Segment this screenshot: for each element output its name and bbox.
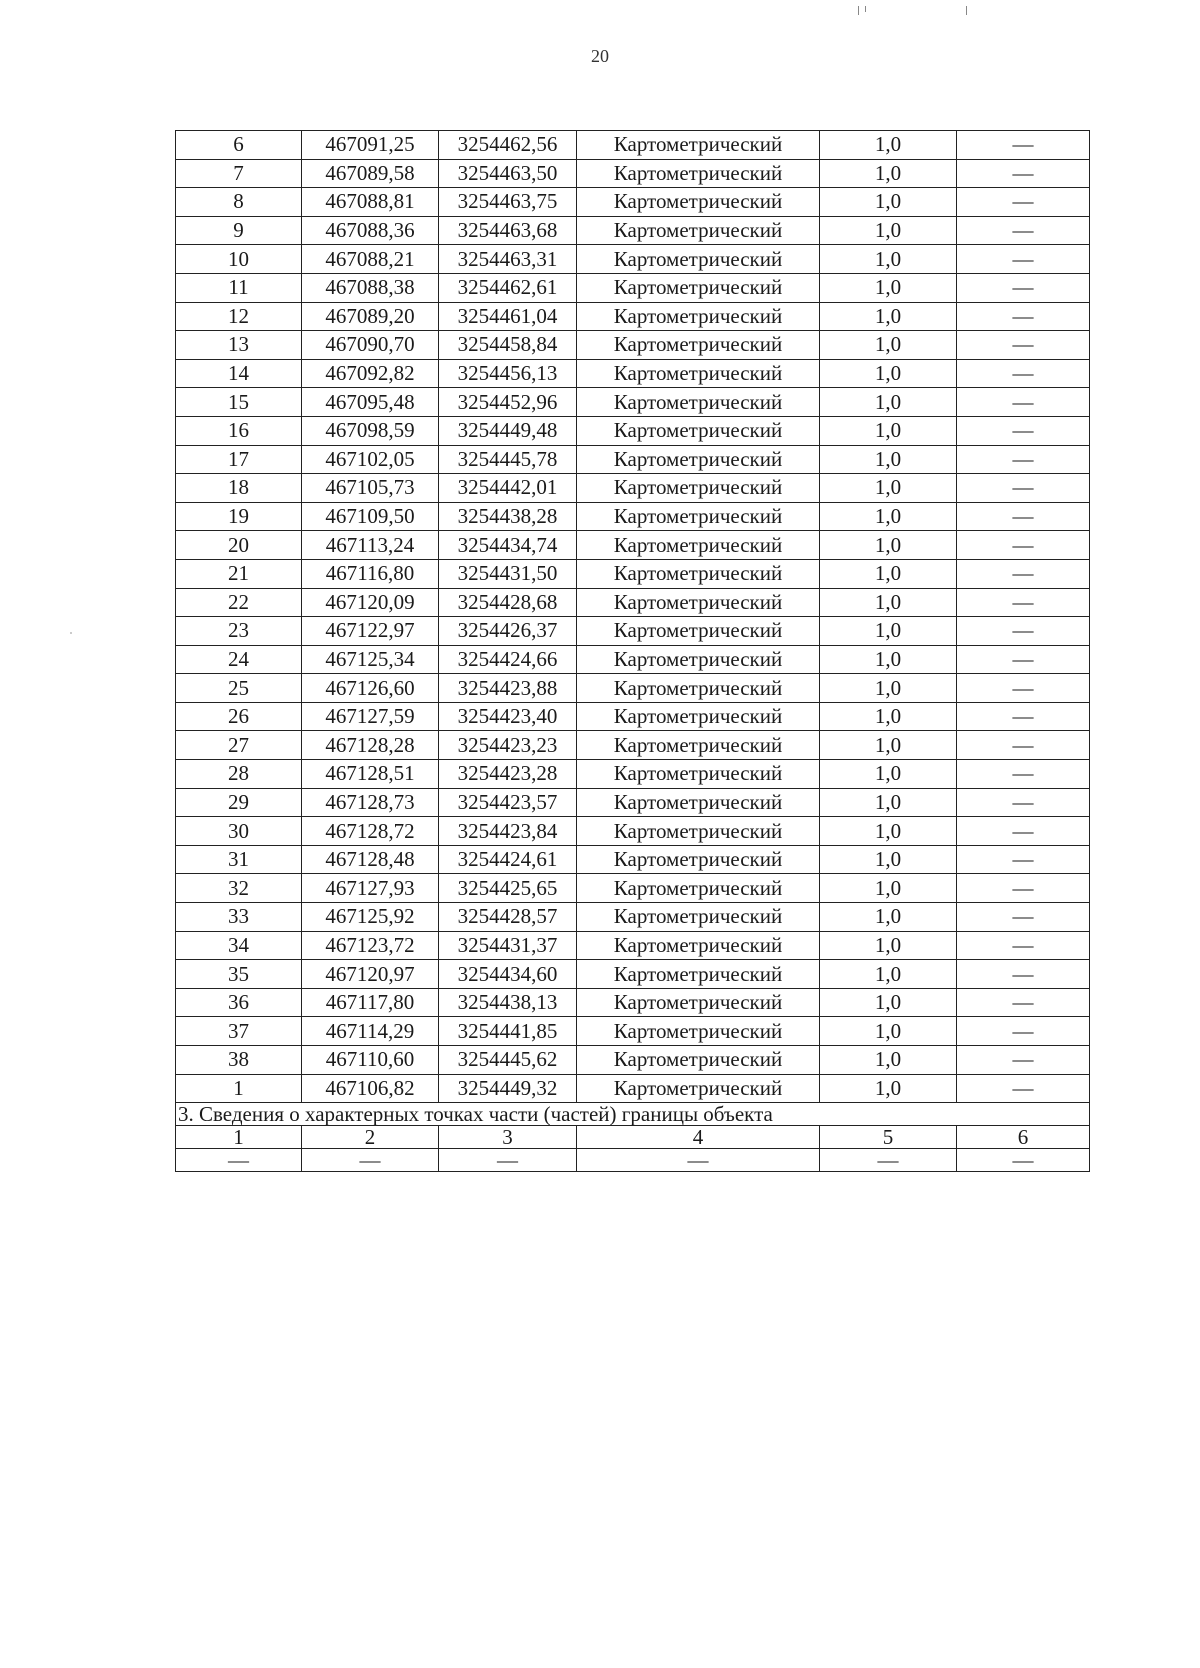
accuracy-cell: 1,0 xyxy=(820,245,957,274)
scan-artifact xyxy=(858,6,859,15)
method-cell: Картометрический xyxy=(577,960,820,989)
y-coordinate-cell: 3254462,56 xyxy=(439,131,577,160)
accuracy-cell: 1,0 xyxy=(820,1046,957,1075)
x-coordinate-cell: 467105,73 xyxy=(302,474,439,503)
y-coordinate-cell: 3254423,57 xyxy=(439,788,577,817)
method-cell: Картометрический xyxy=(577,1017,820,1046)
point-number-cell: 32 xyxy=(176,874,302,903)
section3-empty-cell: — xyxy=(439,1149,577,1172)
description-cell: — xyxy=(957,817,1090,846)
y-coordinate-cell: 3254462,61 xyxy=(439,273,577,302)
y-coordinate-cell: 3254449,48 xyxy=(439,416,577,445)
method-cell: Картометрический xyxy=(577,359,820,388)
section3-empty-cell: — xyxy=(957,1149,1090,1172)
table-row xyxy=(176,702,1090,731)
table-row xyxy=(176,874,1090,903)
description-cell: — xyxy=(957,359,1090,388)
y-coordinate-cell: 3254438,13 xyxy=(439,988,577,1017)
section3-empty-cell: — xyxy=(577,1149,820,1172)
method-cell: Картометрический xyxy=(577,416,820,445)
section3-empty-cell: — xyxy=(302,1149,439,1172)
y-coordinate-cell: 3254463,50 xyxy=(439,159,577,188)
description-cell: — xyxy=(957,159,1090,188)
table-row xyxy=(176,474,1090,503)
y-coordinate-cell: 3254442,01 xyxy=(439,474,577,503)
table-row xyxy=(176,760,1090,789)
accuracy-cell: 1,0 xyxy=(820,960,957,989)
x-coordinate-cell: 467110,60 xyxy=(302,1046,439,1075)
method-cell: Картометрический xyxy=(577,702,820,731)
description-cell: — xyxy=(957,474,1090,503)
method-cell: Картометрический xyxy=(577,188,820,217)
table-row xyxy=(176,531,1090,560)
point-number-cell: 34 xyxy=(176,931,302,960)
table-row xyxy=(176,988,1090,1017)
table-row xyxy=(176,588,1090,617)
y-coordinate-cell: 3254428,68 xyxy=(439,588,577,617)
description-cell: — xyxy=(957,416,1090,445)
x-coordinate-cell: 467125,34 xyxy=(302,645,439,674)
accuracy-cell: 1,0 xyxy=(820,988,957,1017)
section3-empty-cell: — xyxy=(820,1149,957,1172)
method-cell: Картометрический xyxy=(577,817,820,846)
point-number-cell: 6 xyxy=(176,131,302,160)
point-number-cell: 11 xyxy=(176,273,302,302)
method-cell: Картометрический xyxy=(577,388,820,417)
x-coordinate-cell: 467092,82 xyxy=(302,359,439,388)
point-number-cell: 1 xyxy=(176,1074,302,1103)
accuracy-cell: 1,0 xyxy=(820,931,957,960)
section3-title: 3. Сведения о характерных точках части (частей) границы объекта xyxy=(176,1103,1090,1126)
accuracy-cell: 1,0 xyxy=(820,645,957,674)
description-cell: — xyxy=(957,960,1090,989)
x-coordinate-cell: 467088,21 xyxy=(302,245,439,274)
coordinates-table xyxy=(175,130,1090,1172)
point-number-cell: 15 xyxy=(176,388,302,417)
y-coordinate-cell: 3254424,61 xyxy=(439,845,577,874)
point-number-cell: 36 xyxy=(176,988,302,1017)
x-coordinate-cell: 467125,92 xyxy=(302,903,439,932)
table-row xyxy=(176,559,1090,588)
x-coordinate-cell: 467113,24 xyxy=(302,531,439,560)
point-number-cell: 26 xyxy=(176,702,302,731)
x-coordinate-cell: 467117,80 xyxy=(302,988,439,1017)
y-coordinate-cell: 3254434,60 xyxy=(439,960,577,989)
description-cell: — xyxy=(957,674,1090,703)
table-row xyxy=(176,159,1090,188)
y-coordinate-cell: 3254425,65 xyxy=(439,874,577,903)
point-number-cell: 24 xyxy=(176,645,302,674)
description-cell: — xyxy=(957,502,1090,531)
y-coordinate-cell: 3254423,28 xyxy=(439,760,577,789)
scan-artifact xyxy=(70,632,72,634)
point-number-cell: 14 xyxy=(176,359,302,388)
accuracy-cell: 1,0 xyxy=(820,845,957,874)
method-cell: Картометрический xyxy=(577,273,820,302)
point-number-cell: 20 xyxy=(176,531,302,560)
point-number-cell: 17 xyxy=(176,445,302,474)
x-coordinate-cell: 467120,09 xyxy=(302,588,439,617)
method-cell: Картометрический xyxy=(577,159,820,188)
x-coordinate-cell: 467120,97 xyxy=(302,960,439,989)
method-cell: Картометрический xyxy=(577,645,820,674)
table-row xyxy=(176,845,1090,874)
accuracy-cell: 1,0 xyxy=(820,588,957,617)
x-coordinate-cell: 467126,60 xyxy=(302,674,439,703)
point-number-cell: 18 xyxy=(176,474,302,503)
method-cell: Картометрический xyxy=(577,1074,820,1103)
x-coordinate-cell: 467128,48 xyxy=(302,845,439,874)
accuracy-cell: 1,0 xyxy=(820,159,957,188)
method-cell: Картометрический xyxy=(577,302,820,331)
point-number-cell: 8 xyxy=(176,188,302,217)
method-cell: Картометрический xyxy=(577,216,820,245)
table-row xyxy=(176,674,1090,703)
y-coordinate-cell: 3254424,66 xyxy=(439,645,577,674)
x-coordinate-cell: 467089,58 xyxy=(302,159,439,188)
y-coordinate-cell: 3254452,96 xyxy=(439,388,577,417)
x-coordinate-cell: 467088,36 xyxy=(302,216,439,245)
y-coordinate-cell: 3254428,57 xyxy=(439,903,577,932)
section3-header-cell: 5 xyxy=(820,1126,957,1149)
description-cell: — xyxy=(957,131,1090,160)
table-row xyxy=(176,731,1090,760)
description-cell: — xyxy=(957,788,1090,817)
method-cell: Картометрический xyxy=(577,674,820,703)
method-cell: Картометрический xyxy=(577,474,820,503)
accuracy-cell: 1,0 xyxy=(820,388,957,417)
table-row xyxy=(176,788,1090,817)
table-row xyxy=(176,188,1090,217)
y-coordinate-cell: 3254463,31 xyxy=(439,245,577,274)
description-cell: — xyxy=(957,531,1090,560)
table-row xyxy=(176,416,1090,445)
table-row xyxy=(176,331,1090,360)
section3-header-cell: 2 xyxy=(302,1126,439,1149)
coordinates-table-body xyxy=(176,131,1090,1103)
y-coordinate-cell: 3254438,28 xyxy=(439,502,577,531)
section3-header-row xyxy=(176,1126,1090,1149)
description-cell: — xyxy=(957,617,1090,646)
table-row xyxy=(176,903,1090,932)
x-coordinate-cell: 467114,29 xyxy=(302,1017,439,1046)
point-number-cell: 16 xyxy=(176,416,302,445)
accuracy-cell: 1,0 xyxy=(820,445,957,474)
table-row xyxy=(176,617,1090,646)
point-number-cell: 35 xyxy=(176,960,302,989)
y-coordinate-cell: 3254441,85 xyxy=(439,1017,577,1046)
description-cell: — xyxy=(957,645,1090,674)
accuracy-cell: 1,0 xyxy=(820,788,957,817)
method-cell: Картометрический xyxy=(577,617,820,646)
method-cell: Картометрический xyxy=(577,760,820,789)
description-cell: — xyxy=(957,1046,1090,1075)
description-cell: — xyxy=(957,903,1090,932)
point-number-cell: 38 xyxy=(176,1046,302,1075)
y-coordinate-cell: 3254423,40 xyxy=(439,702,577,731)
y-coordinate-cell: 3254461,04 xyxy=(439,302,577,331)
accuracy-cell: 1,0 xyxy=(820,559,957,588)
y-coordinate-cell: 3254463,75 xyxy=(439,188,577,217)
table-row xyxy=(176,216,1090,245)
accuracy-cell: 1,0 xyxy=(820,674,957,703)
y-coordinate-cell: 3254431,37 xyxy=(439,931,577,960)
description-cell: — xyxy=(957,1017,1090,1046)
section3-body xyxy=(176,1103,1090,1172)
section3-empty-cell: — xyxy=(176,1149,302,1172)
y-coordinate-cell: 3254463,68 xyxy=(439,216,577,245)
method-cell: Картометрический xyxy=(577,788,820,817)
x-coordinate-cell: 467128,72 xyxy=(302,817,439,846)
method-cell: Картометрический xyxy=(577,331,820,360)
accuracy-cell: 1,0 xyxy=(820,731,957,760)
method-cell: Картометрический xyxy=(577,588,820,617)
table-row xyxy=(176,1046,1090,1075)
description-cell: — xyxy=(957,845,1090,874)
accuracy-cell: 1,0 xyxy=(820,502,957,531)
method-cell: Картометрический xyxy=(577,874,820,903)
method-cell: Картометрический xyxy=(577,559,820,588)
point-number-cell: 12 xyxy=(176,302,302,331)
description-cell: — xyxy=(957,388,1090,417)
table-row xyxy=(176,302,1090,331)
y-coordinate-cell: 3254431,50 xyxy=(439,559,577,588)
x-coordinate-cell: 467128,51 xyxy=(302,760,439,789)
description-cell: — xyxy=(957,760,1090,789)
x-coordinate-cell: 467123,72 xyxy=(302,931,439,960)
point-number-cell: 23 xyxy=(176,617,302,646)
page-number: 20 xyxy=(591,46,609,66)
description-cell: — xyxy=(957,273,1090,302)
table-row xyxy=(176,245,1090,274)
point-number-cell: 29 xyxy=(176,788,302,817)
accuracy-cell: 1,0 xyxy=(820,1017,957,1046)
x-coordinate-cell: 467089,20 xyxy=(302,302,439,331)
accuracy-cell: 1,0 xyxy=(820,617,957,646)
table-row xyxy=(176,1017,1090,1046)
x-coordinate-cell: 467109,50 xyxy=(302,502,439,531)
method-cell: Картометрический xyxy=(577,903,820,932)
description-cell: — xyxy=(957,874,1090,903)
description-cell: — xyxy=(957,188,1090,217)
x-coordinate-cell: 467102,05 xyxy=(302,445,439,474)
description-cell: — xyxy=(957,731,1090,760)
x-coordinate-cell: 467128,73 xyxy=(302,788,439,817)
x-coordinate-cell: 467088,38 xyxy=(302,273,439,302)
point-number-cell: 22 xyxy=(176,588,302,617)
table-row xyxy=(176,1074,1090,1103)
method-cell: Картометрический xyxy=(577,1046,820,1075)
description-cell: — xyxy=(957,702,1090,731)
method-cell: Картометрический xyxy=(577,445,820,474)
point-number-cell: 30 xyxy=(176,817,302,846)
description-cell: — xyxy=(957,331,1090,360)
method-cell: Картометрический xyxy=(577,245,820,274)
point-number-cell: 37 xyxy=(176,1017,302,1046)
accuracy-cell: 1,0 xyxy=(820,874,957,903)
x-coordinate-cell: 467116,80 xyxy=(302,559,439,588)
point-number-cell: 21 xyxy=(176,559,302,588)
point-number-cell: 9 xyxy=(176,216,302,245)
description-cell: — xyxy=(957,559,1090,588)
accuracy-cell: 1,0 xyxy=(820,188,957,217)
table-row xyxy=(176,388,1090,417)
point-number-cell: 33 xyxy=(176,903,302,932)
description-cell: — xyxy=(957,931,1090,960)
point-number-cell: 19 xyxy=(176,502,302,531)
description-cell: — xyxy=(957,216,1090,245)
accuracy-cell: 1,0 xyxy=(820,359,957,388)
table-row xyxy=(176,359,1090,388)
point-number-cell: 10 xyxy=(176,245,302,274)
method-cell: Картометрический xyxy=(577,731,820,760)
y-coordinate-cell: 3254456,13 xyxy=(439,359,577,388)
method-cell: Картометрический xyxy=(577,502,820,531)
x-coordinate-cell: 467127,93 xyxy=(302,874,439,903)
accuracy-cell: 1,0 xyxy=(820,903,957,932)
y-coordinate-cell: 3254449,32 xyxy=(439,1074,577,1103)
y-coordinate-cell: 3254423,23 xyxy=(439,731,577,760)
accuracy-cell: 1,0 xyxy=(820,1074,957,1103)
description-cell: — xyxy=(957,445,1090,474)
table-row xyxy=(176,645,1090,674)
accuracy-cell: 1,0 xyxy=(820,216,957,245)
y-coordinate-cell: 3254426,37 xyxy=(439,617,577,646)
point-number-cell: 31 xyxy=(176,845,302,874)
table-row xyxy=(176,931,1090,960)
section3-header-cell: 6 xyxy=(957,1126,1090,1149)
accuracy-cell: 1,0 xyxy=(820,416,957,445)
method-cell: Картометрический xyxy=(577,131,820,160)
x-coordinate-cell: 467090,70 xyxy=(302,331,439,360)
description-cell: — xyxy=(957,1074,1090,1103)
point-number-cell: 27 xyxy=(176,731,302,760)
y-coordinate-cell: 3254434,74 xyxy=(439,531,577,560)
accuracy-cell: 1,0 xyxy=(820,760,957,789)
accuracy-cell: 1,0 xyxy=(820,702,957,731)
section3-empty-row xyxy=(176,1149,1090,1172)
point-number-cell: 28 xyxy=(176,760,302,789)
section3-title-row xyxy=(176,1103,1090,1126)
accuracy-cell: 1,0 xyxy=(820,474,957,503)
table-row xyxy=(176,131,1090,160)
point-number-cell: 7 xyxy=(176,159,302,188)
table-row xyxy=(176,817,1090,846)
point-number-cell: 25 xyxy=(176,674,302,703)
description-cell: — xyxy=(957,988,1090,1017)
description-cell: — xyxy=(957,245,1090,274)
y-coordinate-cell: 3254458,84 xyxy=(439,331,577,360)
section3-header-cell: 3 xyxy=(439,1126,577,1149)
method-cell: Картометрический xyxy=(577,931,820,960)
y-coordinate-cell: 3254445,78 xyxy=(439,445,577,474)
x-coordinate-cell: 467098,59 xyxy=(302,416,439,445)
table-row xyxy=(176,960,1090,989)
accuracy-cell: 1,0 xyxy=(820,817,957,846)
method-cell: Картометрический xyxy=(577,988,820,1017)
x-coordinate-cell: 467091,25 xyxy=(302,131,439,160)
table-row xyxy=(176,502,1090,531)
table-row xyxy=(176,273,1090,302)
x-coordinate-cell: 467088,81 xyxy=(302,188,439,217)
x-coordinate-cell: 467106,82 xyxy=(302,1074,439,1103)
scan-artifact xyxy=(865,6,866,12)
accuracy-cell: 1,0 xyxy=(820,273,957,302)
accuracy-cell: 1,0 xyxy=(820,331,957,360)
y-coordinate-cell: 3254445,62 xyxy=(439,1046,577,1075)
x-coordinate-cell: 467128,28 xyxy=(302,731,439,760)
description-cell: — xyxy=(957,588,1090,617)
section3-header-cell: 1 xyxy=(176,1126,302,1149)
scan-artifact xyxy=(966,6,967,15)
table-row xyxy=(176,445,1090,474)
x-coordinate-cell: 467122,97 xyxy=(302,617,439,646)
method-cell: Картометрический xyxy=(577,845,820,874)
method-cell: Картометрический xyxy=(577,531,820,560)
x-coordinate-cell: 467127,59 xyxy=(302,702,439,731)
section3-header-cell: 4 xyxy=(577,1126,820,1149)
accuracy-cell: 1,0 xyxy=(820,302,957,331)
accuracy-cell: 1,0 xyxy=(820,531,957,560)
accuracy-cell: 1,0 xyxy=(820,131,957,160)
point-number-cell: 13 xyxy=(176,331,302,360)
y-coordinate-cell: 3254423,88 xyxy=(439,674,577,703)
x-coordinate-cell: 467095,48 xyxy=(302,388,439,417)
description-cell: — xyxy=(957,302,1090,331)
y-coordinate-cell: 3254423,84 xyxy=(439,817,577,846)
